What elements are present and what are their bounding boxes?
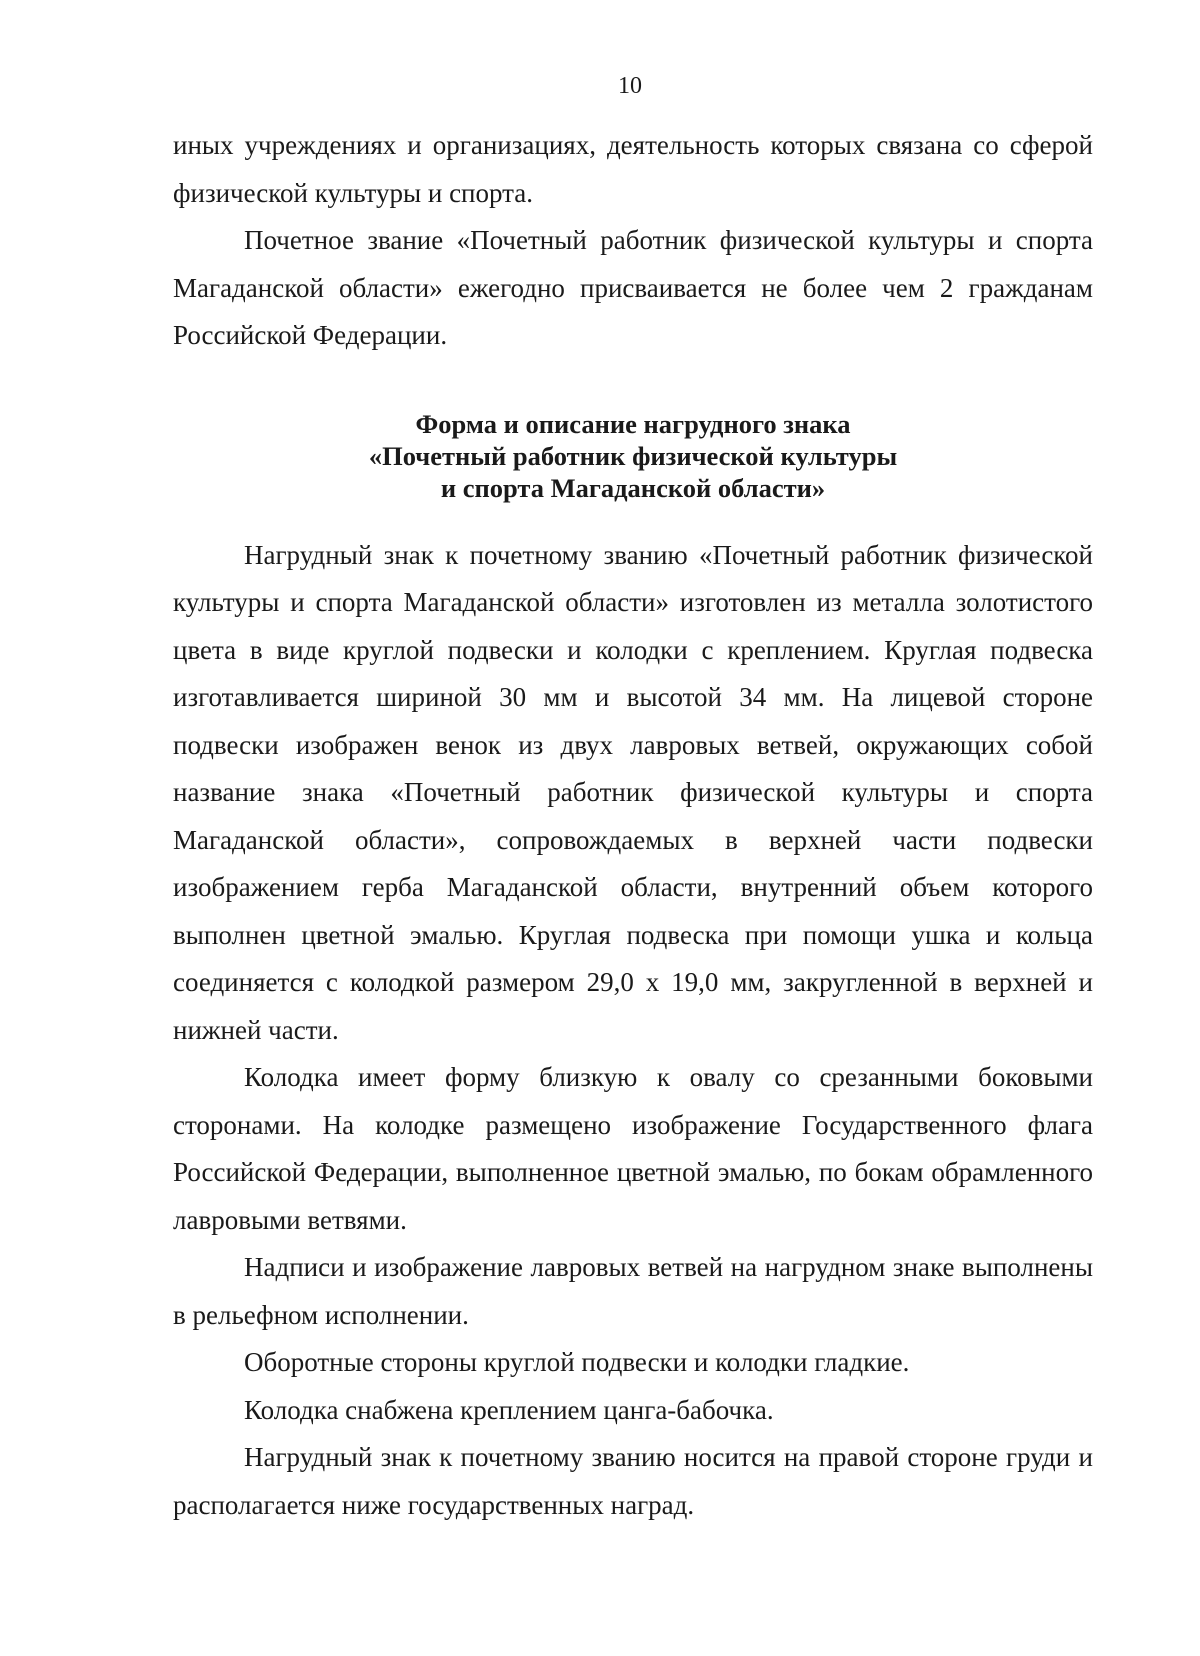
paragraph-relief: Надписи и изображение лавровых ветвей на нагрудном знаке выполнены в рельефном исполнении. [173,1252,1093,1330]
paragraph-reverse-side: Оборотные стороны круглой подвески и колодки гладкие. [244,1347,910,1377]
paragraph-wearing: Нагрудный знак к почетному званию носится на правой стороне груди и располагается ниже государственных наград. [173,1442,1093,1520]
paragraph-block-shape: Колодка имеет форму близкую к овалу со срезанными боковыми сторонами. На колодке размещено изображение Государственного флага Российской Федерации, выполненное цветной эмалью, по бокам обрамленного лавровыми ветвями. [173,1062,1093,1235]
section-heading [173,408,1093,504]
heading-line-2: «Почетный работник физической культуры [368,440,898,471]
paragraph-continuation: иных учреждениях и организациях, деятельность которых связана со сферой физической культуры и спорта. [173,130,1093,208]
paragraph-badge-description: Нагрудный знак к почетному званию «Почетный работник физической культуры и спорта Магаданской области» изготовлен из металла золотистого цвета в виде круглой подвески и колодки с креплением. Круглая подвеска изготавливается шириной 30 мм и высотой 34 мм. На лицевой стороне подвески изображен венок из двух лавровых ветвей, окружающих собой название знака «Почетный работник физической культуры и спорта Магаданской области», сопровождаемых в верхней части подвески изображением герба Магаданской области, внутренний объем которого выполнен цветной эмалью. Круглая подвеска при помощи ушка и кольца соединяется с колодкой размером 29,0 х 19,0 мм, закругленной в верхней и нижней части. [173,539,1093,1045]
page-number: 10 [618,73,642,99]
paragraph-fastening: Колодка снабжена креплением цанга-бабочка. [244,1394,774,1425]
paragraph-honorary-title: Почетное звание «Почетный работник физической культуры и спорта Магаданской области» ежегодно присваивается не более чем 2 гражданам Российской Федерации. [173,225,1093,350]
heading-line-1: Форма и описание нагрудного знака [415,408,851,439]
heading-line-3: и спорта Магаданской области» [440,472,826,503]
document-body [173,122,1093,1529]
